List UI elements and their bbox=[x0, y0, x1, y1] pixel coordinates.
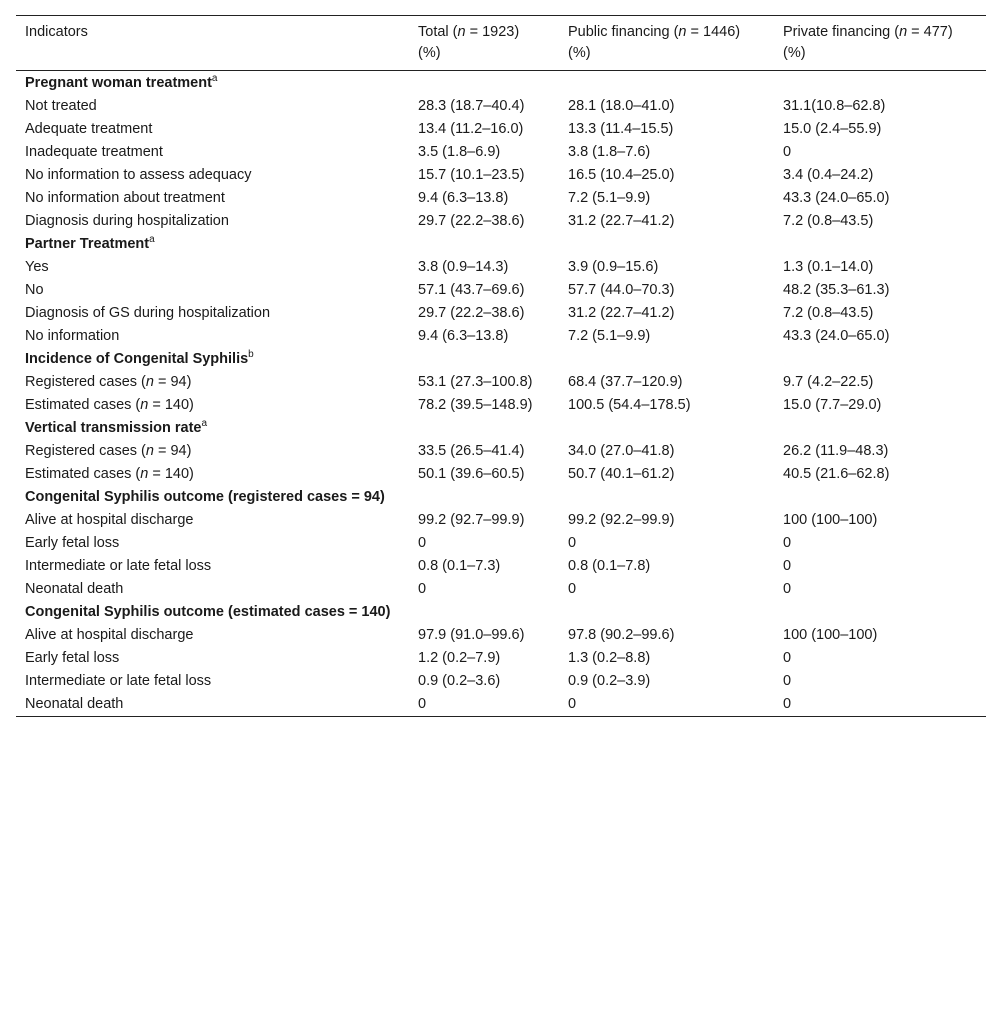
empty-cell bbox=[409, 71, 559, 96]
cell-private: 15.0 (7.7–29.0) bbox=[783, 397, 882, 413]
table-row bbox=[16, 555, 986, 578]
section-title-text: Congenital Syphilis outcome (estimated cases = 140) bbox=[25, 604, 391, 620]
cell-private: 100 (100–100) bbox=[783, 512, 878, 528]
cell-public: 7.2 (5.1–9.9) bbox=[568, 328, 651, 344]
empty-cell bbox=[409, 417, 559, 440]
cell-public: 13.3 (11.4–15.5) bbox=[568, 121, 674, 137]
table-row bbox=[16, 187, 986, 210]
cell-total: 3.8 (0.9–14.3) bbox=[418, 259, 509, 275]
table-row bbox=[16, 578, 986, 601]
header-indicators: Indicators bbox=[25, 24, 88, 40]
table-row bbox=[16, 693, 986, 717]
cell-private: 3.4 (0.4–24.2) bbox=[783, 167, 874, 183]
empty-cell bbox=[559, 417, 774, 440]
section-title bbox=[16, 71, 409, 96]
row-label: Estimated cases (n = 140) bbox=[25, 397, 194, 413]
empty-cell bbox=[559, 486, 774, 509]
section-title-text: Congenital Syphilis outcome (registered cases = 94) bbox=[25, 489, 385, 505]
header-private: Private financing (n = 477) (%) bbox=[783, 24, 953, 61]
table-row bbox=[16, 325, 986, 348]
cell-public: 0 bbox=[568, 535, 577, 551]
row-label: Early fetal loss bbox=[25, 650, 120, 666]
row-label: Yes bbox=[25, 259, 49, 275]
section-row bbox=[16, 71, 986, 96]
header-public: Public financing (n = 1446) (%) bbox=[568, 24, 741, 61]
table-row bbox=[16, 302, 986, 325]
section-title-text: Partner Treatment bbox=[25, 236, 150, 252]
cell-public: 3.9 (0.9–15.6) bbox=[568, 259, 659, 275]
empty-cell bbox=[559, 601, 774, 624]
table-row bbox=[16, 279, 986, 302]
cell-total: 13.4 (11.2–16.0) bbox=[418, 121, 524, 137]
row-label: Early fetal loss bbox=[25, 535, 120, 551]
cell-private: 0 bbox=[783, 558, 792, 574]
section-row bbox=[16, 233, 986, 256]
table-row bbox=[16, 164, 986, 187]
cell-total: 0.8 (0.1–7.3) bbox=[418, 558, 501, 574]
section-title-text: Pregnant woman treatment bbox=[25, 75, 212, 91]
empty-cell bbox=[409, 233, 559, 256]
row-label: Diagnosis of GS during hospitalization bbox=[25, 305, 271, 321]
cell-total: 9.4 (6.3–13.8) bbox=[418, 190, 509, 206]
cell-total: 53.1 (27.3–100.8) bbox=[418, 374, 533, 390]
empty-cell bbox=[774, 233, 986, 256]
cell-private: 0 bbox=[783, 535, 792, 551]
cell-private: 40.5 (21.6–62.8) bbox=[783, 466, 890, 482]
cell-private: 0 bbox=[783, 581, 792, 597]
empty-cell bbox=[409, 348, 559, 371]
table-row bbox=[16, 532, 986, 555]
row-label: Registered cases (n = 94) bbox=[25, 374, 192, 390]
cell-total: 0 bbox=[418, 535, 427, 551]
empty-cell bbox=[559, 71, 774, 96]
cell-total: 28.3 (18.7–40.4) bbox=[418, 98, 525, 114]
row-label: Intermediate or late fetal loss bbox=[25, 558, 212, 574]
row-label: No information about treatment bbox=[25, 190, 225, 206]
cell-total: 15.7 (10.1–23.5) bbox=[418, 167, 525, 183]
cell-private: 0 bbox=[783, 696, 792, 712]
cell-public: 99.2 (92.2–99.9) bbox=[568, 512, 675, 528]
cell-private: 48.2 (35.3–61.3) bbox=[783, 282, 890, 298]
section-title bbox=[16, 601, 409, 624]
cell-public: 16.5 (10.4–25.0) bbox=[568, 167, 675, 183]
section-title-text: Vertical transmission rate bbox=[25, 420, 202, 436]
cell-public: 0 bbox=[568, 696, 577, 712]
row-label: Registered cases (n = 94) bbox=[25, 443, 192, 459]
section-title bbox=[16, 348, 409, 371]
table-row bbox=[16, 141, 986, 164]
cell-private: 43.3 (24.0–65.0) bbox=[783, 190, 890, 206]
cell-private: 1.3 (0.1–14.0) bbox=[783, 259, 874, 275]
section-row bbox=[16, 601, 986, 624]
cell-total: 0.9 (0.2–3.6) bbox=[418, 673, 501, 689]
empty-cell bbox=[774, 601, 986, 624]
table-row bbox=[16, 440, 986, 463]
cell-public: 3.8 (1.8–7.6) bbox=[568, 144, 651, 160]
cell-private: 9.7 (4.2–22.5) bbox=[783, 374, 874, 390]
cell-private: 0 bbox=[783, 650, 792, 666]
cell-private: 100 (100–100) bbox=[783, 627, 878, 643]
section-title bbox=[16, 486, 409, 509]
footnote-marker: a bbox=[149, 234, 155, 246]
row-label: Adequate treatment bbox=[25, 121, 153, 137]
header-total: Total (n = 1923) (%) bbox=[418, 24, 520, 61]
cell-total: 1.2 (0.2–7.9) bbox=[418, 650, 501, 666]
table-row bbox=[16, 647, 986, 670]
cell-total: 0 bbox=[418, 581, 427, 597]
cell-private: 43.3 (24.0–65.0) bbox=[783, 328, 890, 344]
table-row bbox=[16, 394, 986, 417]
row-label: Estimated cases (n = 140) bbox=[25, 466, 194, 482]
cell-total: 78.2 (39.5–148.9) bbox=[418, 397, 533, 413]
cell-total: 33.5 (26.5–41.4) bbox=[418, 443, 525, 459]
cell-public: 0.8 (0.1–7.8) bbox=[568, 558, 651, 574]
empty-cell bbox=[774, 486, 986, 509]
cell-total: 29.7 (22.2–38.6) bbox=[418, 213, 525, 229]
cell-total: 50.1 (39.6–60.5) bbox=[418, 466, 525, 482]
cell-public: 0 bbox=[568, 581, 577, 597]
header-row bbox=[16, 16, 986, 71]
cell-public: 0.9 (0.2–3.9) bbox=[568, 673, 651, 689]
row-label: Alive at hospital discharge bbox=[25, 627, 194, 643]
table-body bbox=[16, 71, 986, 717]
cell-public: 31.2 (22.7–41.2) bbox=[568, 213, 675, 229]
section-title-text: Incidence of Congenital Syphilis bbox=[25, 351, 249, 367]
empty-cell bbox=[774, 71, 986, 96]
cell-public: 100.5 (54.4–178.5) bbox=[568, 397, 691, 413]
cell-private: 0 bbox=[783, 673, 792, 689]
empty-cell bbox=[559, 233, 774, 256]
table-row bbox=[16, 95, 986, 118]
section-row bbox=[16, 348, 986, 371]
footnote-marker: a bbox=[201, 418, 208, 430]
row-label: No bbox=[25, 282, 44, 298]
footnote-marker: b bbox=[248, 349, 254, 361]
cell-private: 26.2 (11.9–48.3) bbox=[783, 443, 889, 459]
section-title bbox=[16, 233, 409, 256]
cell-public: 57.7 (44.0–70.3) bbox=[568, 282, 675, 298]
cell-public: 31.2 (22.7–41.2) bbox=[568, 305, 675, 321]
cell-public: 28.1 (18.0–41.0) bbox=[568, 98, 675, 114]
cell-total: 97.9 (91.0–99.6) bbox=[418, 627, 525, 643]
row-label: Alive at hospital discharge bbox=[25, 512, 194, 528]
cell-public: 7.2 (5.1–9.9) bbox=[568, 190, 651, 206]
cell-public: 1.3 (0.2–8.8) bbox=[568, 650, 651, 666]
table-row bbox=[16, 256, 986, 279]
cell-private: 7.2 (0.8–43.5) bbox=[783, 305, 874, 321]
row-label: Neonatal death bbox=[25, 581, 124, 597]
cell-private: 31.1(10.8–62.8) bbox=[783, 98, 886, 114]
footnote-marker: a bbox=[211, 73, 218, 85]
section-row bbox=[16, 486, 986, 509]
table-row bbox=[16, 624, 986, 647]
cell-private: 0 bbox=[783, 144, 792, 160]
cell-private: 7.2 (0.8–43.5) bbox=[783, 213, 874, 229]
row-label: No information to assess adequacy bbox=[25, 167, 252, 183]
section-row bbox=[16, 417, 986, 440]
row-label: Neonatal death bbox=[25, 696, 124, 712]
table-row bbox=[16, 371, 986, 394]
table-row bbox=[16, 118, 986, 141]
empty-cell bbox=[774, 417, 986, 440]
cell-public: 97.8 (90.2–99.6) bbox=[568, 627, 675, 643]
row-label: Inadequate treatment bbox=[25, 144, 163, 160]
row-label: Not treated bbox=[25, 98, 97, 114]
row-label: No information bbox=[25, 328, 120, 344]
cell-public: 50.7 (40.1–61.2) bbox=[568, 466, 675, 482]
table-row bbox=[16, 463, 986, 486]
table-row bbox=[16, 509, 986, 532]
cell-total: 99.2 (92.7–99.9) bbox=[418, 512, 525, 528]
cell-total: 29.7 (22.2–38.6) bbox=[418, 305, 525, 321]
cell-public: 68.4 (37.7–120.9) bbox=[568, 374, 683, 390]
cell-total: 0 bbox=[418, 696, 427, 712]
row-label: Diagnosis during hospitalization bbox=[25, 213, 229, 229]
table-row bbox=[16, 210, 986, 233]
row-label: Intermediate or late fetal loss bbox=[25, 673, 212, 689]
empty-cell bbox=[774, 348, 986, 371]
table-row bbox=[16, 670, 986, 693]
cell-total: 9.4 (6.3–13.8) bbox=[418, 328, 509, 344]
cell-public: 34.0 (27.0–41.8) bbox=[568, 443, 675, 459]
empty-cell bbox=[409, 486, 559, 509]
indicators-table bbox=[16, 15, 986, 717]
cell-total: 3.5 (1.8–6.9) bbox=[418, 144, 501, 160]
empty-cell bbox=[559, 348, 774, 371]
empty-cell bbox=[409, 601, 559, 624]
cell-total: 57.1 (43.7–69.6) bbox=[418, 282, 525, 298]
section-title bbox=[16, 417, 409, 440]
cell-private: 15.0 (2.4–55.9) bbox=[783, 121, 882, 137]
